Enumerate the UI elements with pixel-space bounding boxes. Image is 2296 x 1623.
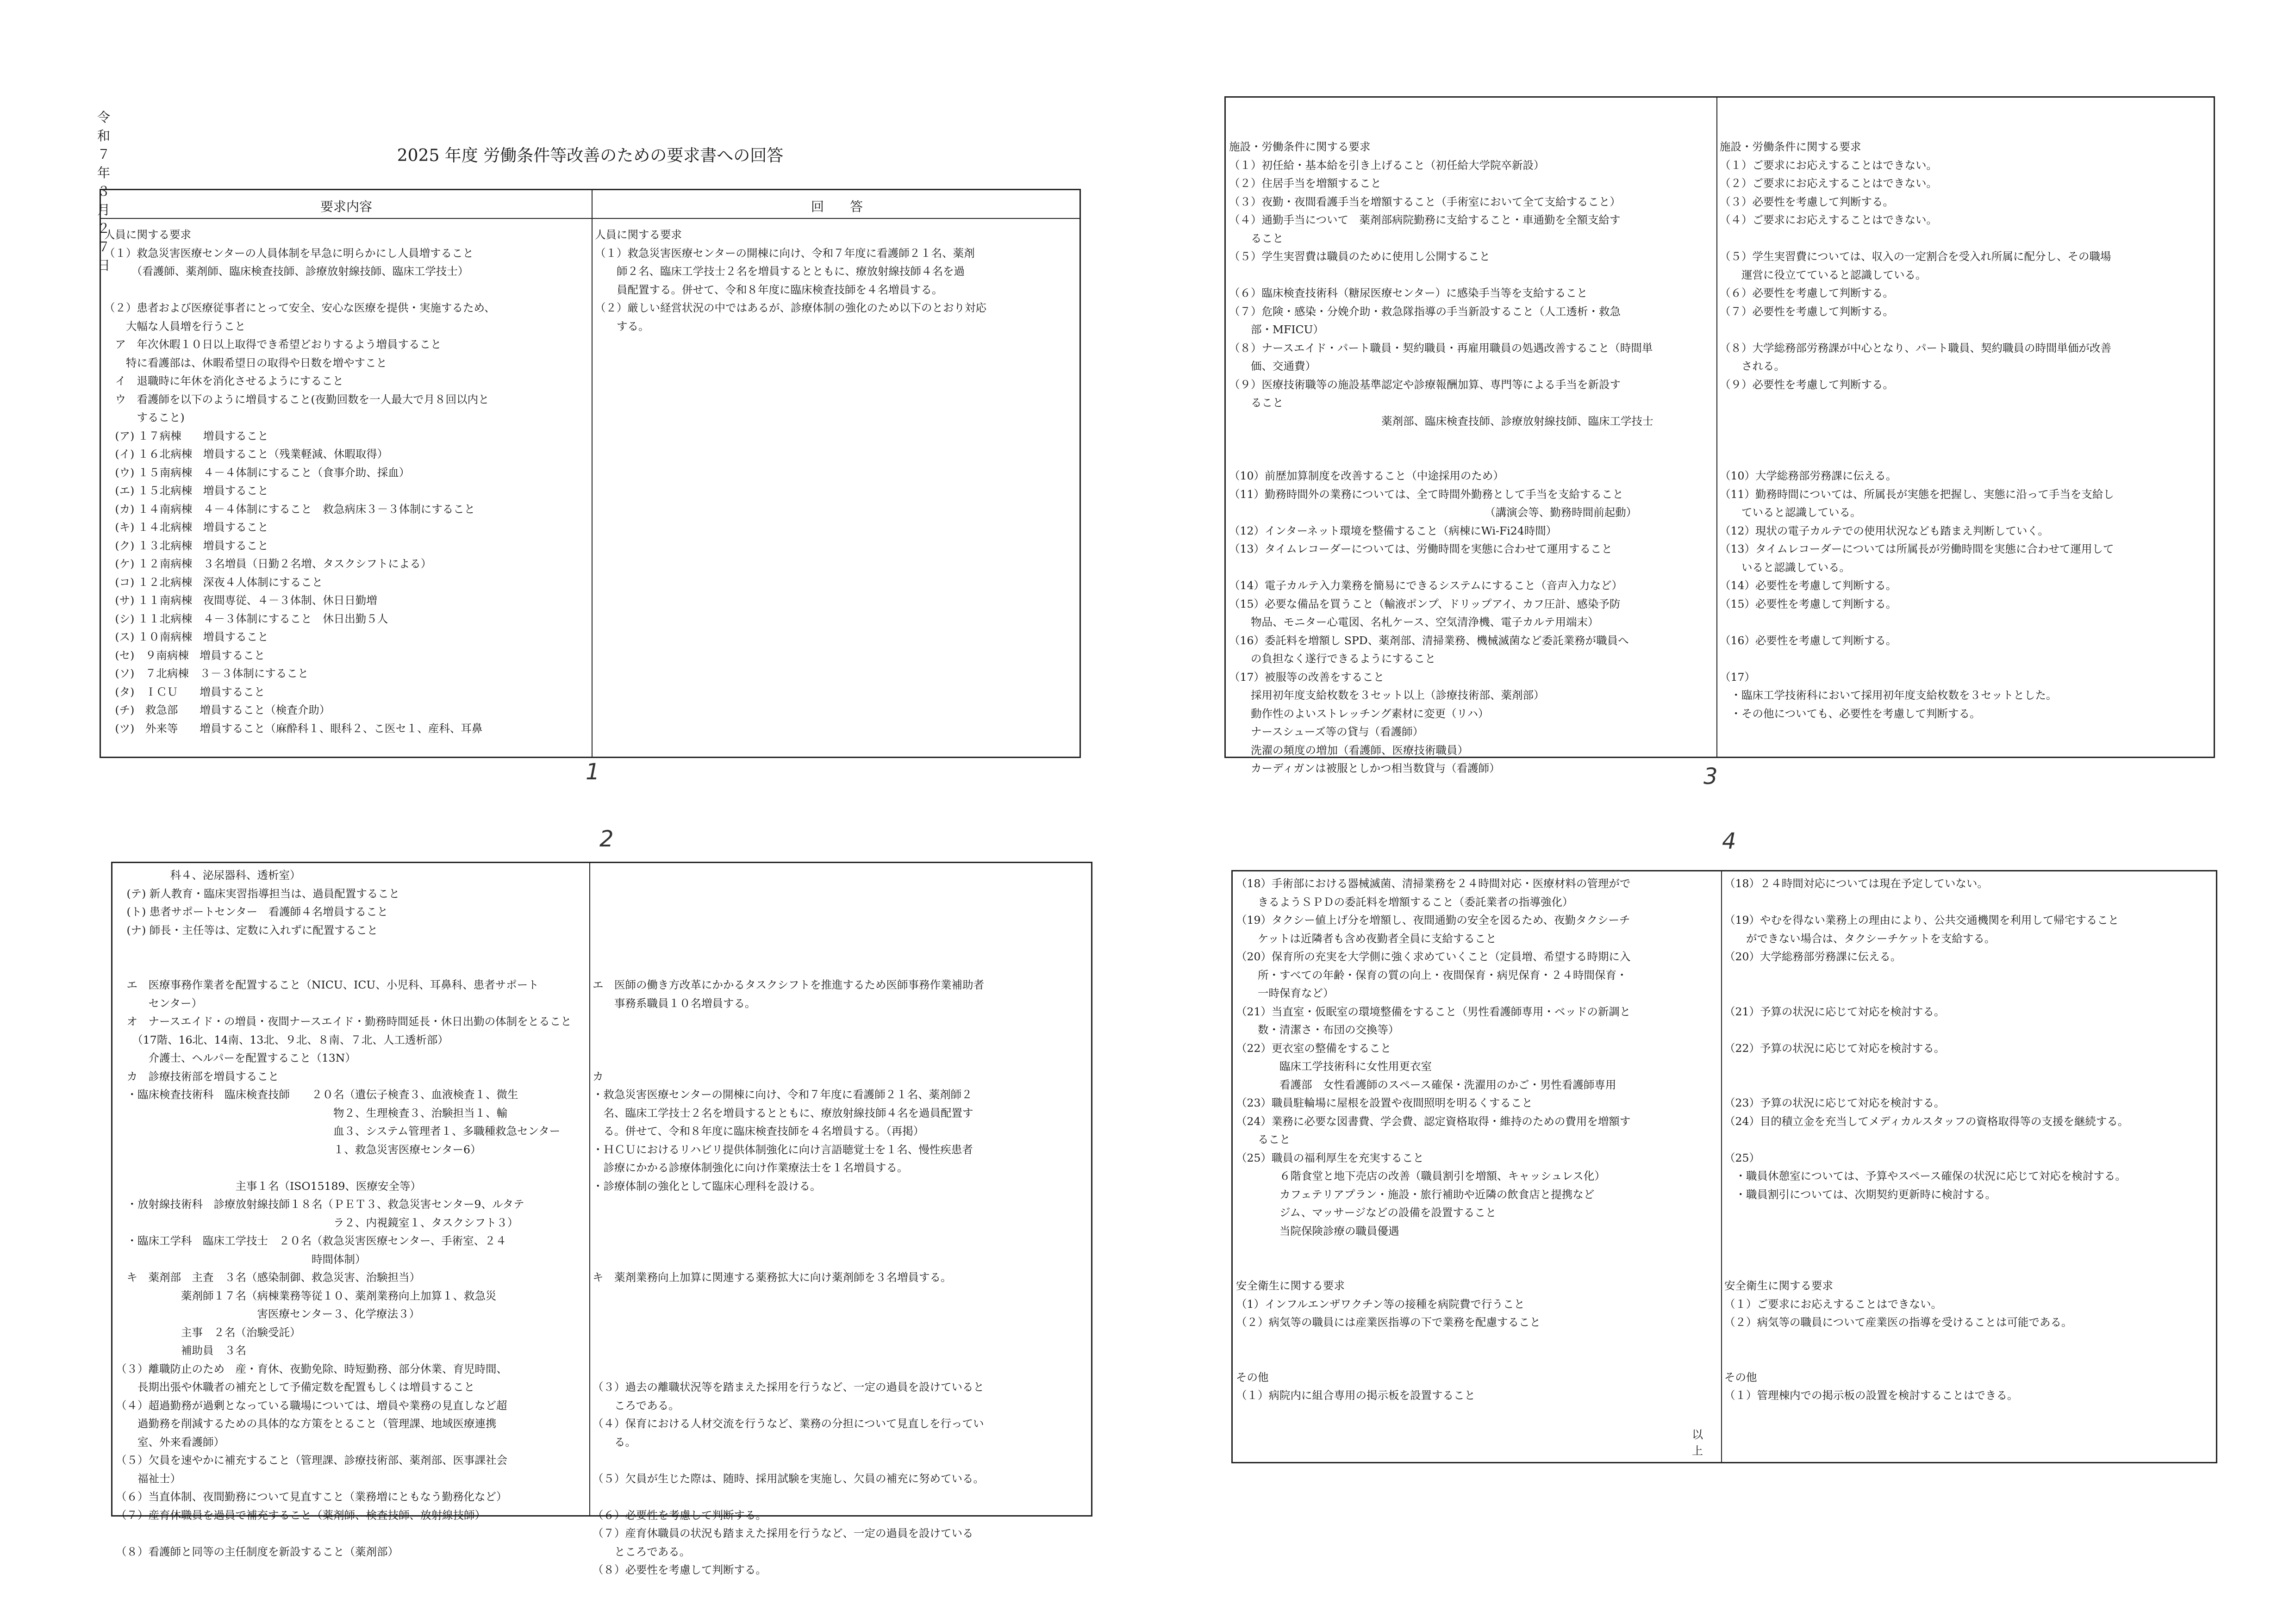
request-line: （12）インターネット環境を整備すること（病棟にWi-Fi24時間） (1229, 524, 1557, 537)
page-number-2: 2 (599, 826, 614, 852)
request-line: 補助員 ３名 (116, 1344, 246, 1357)
request-line: 過勤務を削減するための具体的な方策をとること（管理課、地域医療連携 (116, 1417, 497, 1430)
answer-line (593, 903, 984, 921)
request-line: (シ) １１北病棟 ４－３体制にすること 休日出勤５人 (104, 612, 388, 625)
answer-line: （２）ご要求にお応えすることはできない。 (1720, 177, 1937, 190)
request-line (1229, 449, 1653, 467)
answer-line: （３）必要性を考慮して判断する。 (1720, 195, 1894, 208)
answer-line: 施設・労働条件に関する要求 (1720, 140, 1861, 153)
column-divider (592, 190, 593, 757)
answer-line (1724, 1204, 2128, 1222)
answer-line (593, 921, 984, 940)
answer-line: （３）過去の離職状況等を踏まえた採用を行うなど、一定の過員を設けていると (593, 1380, 984, 1393)
request-line: (ス) １０南病棟 増員すること (104, 630, 268, 643)
answer-line: （２）厳しい経営状況の中ではあるが、診療体制の強化のため以下のとおり対応 (595, 301, 986, 314)
request-line: （講演会等、勤務時間前起動） (1229, 506, 1637, 519)
request-line: （16）委託料を増額し SPD、薬剤部、清掃業務、機械滅菌など委託業務が職員へ (1229, 634, 1629, 647)
request-line: （20）保育所の充実を大学側に強く求めていくこと（定員増、希望する時期に入 (1236, 950, 1631, 963)
request-line: （17）被服等の改善をすること (1229, 670, 1385, 684)
request-line: イ 退職時に年休を消化させるようにすること (104, 374, 343, 387)
request-line: (イ) １６北病棟 増員すること（残業軽減、休暇取得） (104, 448, 388, 460)
request-line: 大幅な人員増を行うこと (104, 319, 246, 333)
request-line: (ソ) ７北病棟 ３－３体制にすること (104, 667, 309, 680)
request-line: 主事１名（ISO15189、医療安全等） (116, 1179, 421, 1193)
request-line (1236, 1350, 1630, 1368)
request-line: （５）学生実習費は職員のために使用し公開すること (1229, 250, 1490, 263)
answer-line (1724, 984, 2128, 1003)
answer-line: （１）ご要求にお応えすることはできない。 (1724, 1297, 1942, 1311)
request-line: （1）インフルエンザワクチン等の接種を病院費で行うこと (1236, 1297, 1525, 1311)
column-divider (1721, 871, 1722, 1462)
answer-line: （13）タイムレコーダーについては所属長が労働時間を実態に合わせて運用して (1720, 542, 2114, 555)
request-line: ア 年次休暇１０日以上取得でき希望どおりするよう増員すること (104, 338, 442, 351)
request-line: カフェテリアプラン・施設・旅行補助や近隣の飲食店と提携など (1236, 1188, 1595, 1201)
request-line: (カ) １４南病棟 ４－４体制にすること 救急病床３－３体制にすること (104, 502, 475, 516)
answer-line: （20）大学総務部労務課に伝える。 (1724, 950, 1902, 963)
answer-line: （８）必要性を考慮して判断する。 (593, 1563, 767, 1576)
answer-line: ・その他についても、必要性を考慮して判断する。 (1720, 707, 1981, 720)
answer-line: （２）病気等の職員について産業医の指導を受けることは可能である。 (1724, 1316, 2072, 1329)
request-line (1229, 559, 1653, 577)
request-line: （13）タイムレコーダーについては、労働時間を実態に合わせて運用すること (1229, 542, 1612, 555)
answer-line (1720, 321, 2114, 339)
request-line: ること (1229, 396, 1284, 409)
request-line: 薬剤部、臨床検査技師、診療放射線技師、臨床工学技士 (1229, 414, 1653, 428)
request-column-page-2 (116, 866, 572, 1561)
request-line: (ケ) １２南病棟 ３名増員（日勤２名増、タスクシフトによる） (104, 557, 432, 570)
request-line: ラ２、内視鏡室１、タスクシフト３） (116, 1216, 518, 1229)
answer-line (593, 1451, 984, 1470)
request-line: 害医療センター３、化学療法３） (116, 1307, 420, 1320)
request-line: ウ 看護師を以下のように増員すること(夜勤回数を一人最大で月８回以内と (104, 392, 489, 406)
answer-line (1720, 230, 2114, 248)
answer-line (593, 1342, 984, 1360)
answer-line (593, 885, 984, 903)
answer-line: 名、臨床工学技士２名を増員するとともに、療放射線技師４名を過員配置す (593, 1106, 973, 1119)
request-line: ジム、マッサージなどの設備を設置すること (1236, 1206, 1497, 1219)
answer-line: （７）必要性を考慮して判断する。 (1720, 305, 1894, 318)
request-line: 安全衛生に関する要求 (1236, 1279, 1345, 1292)
answer-column-page-3 (1720, 138, 2114, 723)
request-line: （４）通勤手当について 薬剤部病院勤務に支給すること・車通勤を全額支給す (1229, 213, 1621, 226)
answer-line (1724, 966, 2128, 985)
request-line: 室、外来看護師） (116, 1435, 225, 1449)
request-line: 薬剤師１７名（病棟業務等従１０、薬剤業務向上加算１、救急災 (116, 1289, 497, 1302)
request-line: （23）職員駐輪場に屋根を設置や夜間照明を明るくすること (1236, 1096, 1533, 1109)
request-line: (キ) １４北病棟 増員すること (104, 521, 268, 534)
request-line: ・臨床検査技術科 臨床検査技師 ２０名（遺伝子検査３、血液検査１、微生 (116, 1088, 518, 1101)
answer-line (593, 1013, 984, 1031)
request-line: 動作性のよいストレッチング素材に変更（リハ） (1229, 707, 1489, 720)
request-line: （22）更衣室の整備をすること (1236, 1041, 1391, 1055)
request-line: ・臨床工学科 臨床工学技士 ２０名（救急災害医療センター、手術室、２４ (116, 1234, 507, 1247)
request-line: の負担なく遂行できるようにすること (1229, 652, 1436, 665)
answer-line: （５）学生実習費については、収入の一定割合を受入れ所属に配分し、その職場 (1720, 250, 2111, 263)
request-line: （15）必要な備品を買うこと（輸液ポンプ、ドリップアイ、カフ圧計、感染予防 (1229, 597, 1621, 610)
answer-line: ・ＨＣＵにおけるリハビリ提供体制強化に向け言語聴覚士を１名、慢性疾患者 (593, 1143, 973, 1156)
answer-line (593, 958, 984, 976)
answer-line: （４）保育における人材交流を行うなど、業務の分担について見直しを行ってい (593, 1417, 984, 1430)
request-line: １、救急災害医療センター6） (116, 1143, 481, 1156)
answer-line: （12）現状の電子カルテでの使用状況なども踏まえ判断していく。 (1720, 524, 2049, 537)
request-line: 施設・労働条件に関する要求 (1229, 140, 1371, 153)
answer-line: （６）必要性を考慮して判断する。 (1720, 286, 1894, 299)
request-line: (ウ) １５南病棟 ４－４体制にすること（食事介助、採血） (104, 466, 410, 479)
request-line: 特に看護部は、休暇希望日の取得や日数を増やすこと (104, 356, 387, 369)
request-line: （１）初任給・基本給を引き上げること（初任給大学院卒新設） (1229, 158, 1545, 172)
request-line: 一時保育など） (1236, 987, 1334, 1000)
request-line: (ナ) 師長・主任等は、定数に入れずに配置すること (116, 923, 378, 937)
answer-line: ができない場合は、タクシーチケットを支給する。 (1724, 932, 1996, 945)
request-line: （21）当直室・仮眠室の環境整備をすること（男性看護師専用・ベッドの新調と (1236, 1005, 1631, 1018)
request-line: （17階、16北、14南、13北、９北、８南、７北、人工透析部） (116, 1033, 449, 1046)
request-line: （２）病気等の職員には産業医指導の下で業務を配慮すること (1236, 1316, 1541, 1329)
column-divider (1716, 98, 1717, 757)
answer-line: （５）欠員が生じた際は、随時、採用試験を実施し、欠員の補充に努めている。 (593, 1472, 984, 1485)
answer-line: る。 (593, 1435, 636, 1449)
request-line: （看護師、薬剤師、臨床検査技師、診療放射線技師、臨床工学技士） (104, 265, 469, 278)
request-line: 介護士、ヘルパーを配置すること（13N） (116, 1051, 356, 1064)
request-line: (セ) ９南病棟 増員すること (104, 648, 265, 662)
request-line: 長期出張や休職者の補充として予備定数を配置もしくは増員すること (116, 1380, 475, 1393)
document-date: 令和７年３月２７日 (97, 110, 111, 273)
request-line: 時間体制） (116, 1252, 366, 1266)
request-line: 人員に関する要求 (104, 228, 191, 241)
answer-line (1720, 412, 2114, 431)
answer-line: （19）やむを得ない業務上の理由により、公共交通機関を利用して帰宅すること (1724, 914, 2119, 927)
request-line: （４）超過勤務が過剰となっている職場については、増員や業務の見直しなど超 (116, 1399, 507, 1412)
answer-line: （７）産育休職員の状況も踏まえた採用を行うなど、一定の過員を設けている (593, 1527, 973, 1540)
answer-line (1720, 449, 2114, 467)
answer-line (593, 1360, 984, 1379)
answer-line: その他 (1724, 1370, 1757, 1384)
answer-line: ・職員割引については、次期契約更新時に検討する。 (1724, 1188, 1997, 1201)
answer-line (1724, 1259, 2128, 1277)
answer-line: する。 (595, 319, 649, 333)
request-line: （10）前歴加算制度を改善すること（中途採用のため） (1229, 469, 1504, 482)
request-line: 物２、生理検査３、治験担当１、輸 (116, 1106, 507, 1119)
request-column-page-3 (1229, 138, 1653, 778)
page-number-3: 3 (1703, 764, 1718, 790)
answer-line (1724, 893, 2128, 912)
answer-line: （10）大学総務部労務課に伝える。 (1720, 469, 1897, 482)
answer-line: 運営に役立てていると認識している。 (1720, 268, 1927, 281)
request-line (1236, 1259, 1630, 1277)
answer-line: （９）必要性を考慮して判断する。 (1720, 378, 1894, 391)
answer-line (593, 1031, 984, 1050)
request-line: （24）業務に必要な図書費、学会費、認定資格取得・維持のための費用を増額す (1236, 1114, 1631, 1128)
request-line (104, 281, 495, 299)
request-line: （８）看護師と同等の主任制度を新設すること（薬剤部） (116, 1545, 399, 1558)
request-line: ること (1229, 231, 1284, 245)
answer-line (593, 1214, 984, 1232)
answer-line: （24）目的積立金を充当してメディカルスタッフの資格取得等の支援を継続する。 (1724, 1114, 2129, 1128)
request-column-page-4 (1236, 875, 1630, 1405)
request-line: （６）臨床検査技術科（糖尿医療センター）に感染手当等を支給すること (1229, 286, 1588, 299)
header-answer: 回 答 (811, 199, 863, 214)
request-line: ナースシューズ等の貸与（看護師） (1229, 725, 1424, 738)
request-line (116, 939, 572, 958)
answer-line: 人員に関する要求 (595, 228, 682, 241)
request-line: 血３、システム管理者１、多職種救急センター (116, 1125, 561, 1138)
answer-line (593, 866, 984, 885)
answer-line (593, 1488, 984, 1506)
answer-line: （22）予算の状況に応じて対応を検討する。 (1724, 1041, 1945, 1055)
answer-line: キ 薬剤業務向上加算に関連する薬務拡大に向け薬剤師を３名増員する。 (593, 1271, 952, 1284)
answer-line (1724, 1021, 2128, 1039)
request-line: キ 薬剤部 主査 ３名（感染制御、救急災害、治験担当） (116, 1271, 420, 1284)
request-line: すること) (104, 411, 185, 424)
request-line (116, 1524, 572, 1543)
answer-line: （16）必要性を考慮して判断する。 (1720, 634, 1897, 647)
request-line: 価、交通費） (1229, 360, 1316, 373)
request-line: （９）医療技術職等の施設基準認定や診療報酬加算、専門等による手当を新設す (1229, 378, 1621, 391)
answer-line: ていると認識している。 (1720, 506, 1861, 519)
answer-line: 診療にかかる診療体制強化に向け作業療法士を１名増員する。 (593, 1161, 908, 1174)
request-line (1229, 266, 1653, 285)
request-line: （２）患者および医療従事者にとって安全、安心な医療を提供・実施するため、 (104, 301, 495, 314)
request-line (116, 1159, 572, 1177)
request-line: 数・清潔さ・布団の交換等） (1236, 1023, 1399, 1036)
request-line: ・放射線技術科 診療放射線技師１８名（ＰＥＴ３、救急災害センター9、ルタテ (116, 1198, 524, 1211)
request-line: 洗濯の頻度の増加（看護師、医療技術職員） (1229, 743, 1468, 757)
request-line: カーディガンは被服としかつ相当数貸与（看護師） (1229, 762, 1500, 775)
answer-line: ころである。 (593, 1399, 680, 1412)
request-line: ること (1236, 1133, 1291, 1146)
answer-line (1724, 1240, 2128, 1259)
answer-line: （１）救急災害医療センターの開棟に向け、令和７年度に看護師２１名、薬剤 (595, 246, 975, 260)
answer-line: る。併せて、令和８年度に臨床検査技師を４名増員する。（再掲） (593, 1125, 924, 1138)
answer-line (1724, 1076, 2128, 1094)
answer-line (593, 939, 984, 958)
answer-line (593, 1324, 984, 1342)
request-line: (コ) １２北病棟 深夜４人体制にすること (104, 575, 323, 589)
request-line: （19）タクシー値上げ分を増額し、夜間通勤の安全を図るため、夜勤タクシーチ (1236, 914, 1630, 927)
end-mark: 以上 (1692, 1428, 1703, 1457)
answer-line: 師２名、臨床工学技士２名を増員するとともに、療放射線技師４名を過 (595, 265, 965, 278)
request-line: 主事 ２名（治験受託） (116, 1325, 301, 1339)
request-line: エ 医療事務作業者を配置すること（NICU、ICU、小児科、耳鼻科、患者サポート (116, 978, 539, 991)
answer-line (593, 1287, 984, 1306)
document-title: 2025 年度 労働条件等改善のための要求書への回答 (397, 146, 784, 165)
answer-line: （21）予算の状況に応じて対応を検討する。 (1724, 1005, 1945, 1018)
request-line: （18）手術部における器械滅菌、清掃業務を２４時間対応・医療材料の管理がで (1236, 877, 1631, 890)
request-line: 福祉士） (116, 1472, 181, 1485)
request-line: （８）ナースエイド・パート職員・契約職員・再雇用職員の処遇改善すること（時間単 (1229, 341, 1653, 354)
request-line: (タ) ＩＣＵ 増員すること (104, 685, 265, 698)
request-line: (チ) 救急部 増員すること（検査介助） (104, 703, 331, 716)
request-line: （１）救急災害医療センターの人員体制を早急に明らかにし人員増すること (104, 246, 474, 260)
request-line: (ク) １３北病棟 増員すること (104, 539, 268, 552)
request-line (1236, 1240, 1630, 1259)
answer-line (1720, 394, 2114, 412)
header-request: 要求内容 (320, 199, 372, 214)
answer-line: （25） (1724, 1151, 1760, 1164)
request-line: 当院保険診療の職員優遇 (1236, 1224, 1399, 1237)
request-line: （１）病院内に組合専用の掲示板を設置すること (1236, 1389, 1475, 1402)
answer-line: いると認識している。 (1720, 560, 1850, 574)
request-line: 部・MFICU） (1229, 323, 1324, 336)
request-line (1236, 1332, 1630, 1350)
request-line (116, 958, 572, 976)
request-line: （３）離職防止のため 産・育休、夜勤免除、時短勤務、部分休業、育児時間、 (116, 1362, 507, 1375)
request-column-page-1 (104, 226, 495, 738)
request-line: (ツ) 外来等 増員すること（麻酔科１、眼科２、こ医セ１、産科、耳鼻 (104, 721, 483, 735)
answer-line: （６）必要性を考慮して判断する。 (593, 1508, 767, 1522)
request-line: 採用初年度支給枚数を３セット以上（診療技術部、薬剤部） (1229, 689, 1545, 702)
answer-line (1720, 613, 2114, 632)
answer-line: （４）ご要求にお応えすることはできない。 (1720, 213, 1937, 226)
request-line: ケットは近隣者も含め夜勤者全員に支給すること (1236, 932, 1497, 945)
answer-line: ところである。 (593, 1545, 691, 1558)
answer-line: される。 (1720, 360, 1785, 373)
request-line: （３）夜勤・夜間看護手当を増額すること（手術室において全て支給すること） (1229, 195, 1621, 208)
answer-column-page-1 (595, 226, 986, 336)
answer-line (1724, 1131, 2128, 1149)
request-line: ６階食堂と地下売店の改善（職員割引を増額、キャッシュレス化） (1236, 1169, 1605, 1182)
request-line: (サ) １１南病棟 夜間専従、４－３体制、休日日勤増 (104, 594, 377, 607)
answer-line: （１）ご要求にお応えすることはできない。 (1720, 158, 1937, 172)
request-line: カ 診療技術部を増員すること (116, 1070, 279, 1083)
request-line: （14）電子カルテ入力業務を簡易にできるシステムにすること（音声入力など） (1229, 579, 1623, 592)
request-line: （２）住居手当を増額すること (1229, 177, 1381, 190)
answer-column-page-4 (1724, 875, 2128, 1405)
answer-line: ・臨床工学技術科において採用初年度支給枚数を３セットとした。 (1720, 689, 2057, 702)
request-line (1229, 430, 1653, 449)
answer-line (593, 1232, 984, 1250)
answer-line: （11）勤務時間については、所属長が実態を把握し、実態に沿って手当を支給し (1720, 487, 2114, 501)
table-header (101, 190, 1079, 219)
answer-line (593, 1250, 984, 1269)
request-line: 看護部 女性看護師のスペース確保・洗濯用のかご・男性看護師専用 (1236, 1078, 1616, 1091)
request-line: （25）職員の福利厚生を充実すること (1236, 1151, 1424, 1164)
request-line: 科４、泌尿器科、透析室） (116, 869, 301, 882)
request-line: きるようＳＰＤの委託料を増額すること（委託業者の指導強化） (1236, 895, 1573, 908)
answer-line: （23）予算の状況に応じて対応を検討する。 (1724, 1096, 1945, 1109)
answer-column-page-2 (593, 866, 984, 1579)
request-line: (ト) 患者サポートセンター 看護師４名増員すること (116, 905, 388, 918)
request-line: （５）欠員を速やかに補充すること（管理課、診療技術部、薬剤部、医事課社会 (116, 1454, 507, 1467)
request-line: (テ) 新人教育・臨床実習指導担当は、過員配置すること (116, 887, 400, 900)
answer-line: ・職員休憩室については、予算やスペース確保の状況に応じて対応を検討する。 (1724, 1169, 2126, 1182)
answer-line: （17） (1720, 670, 1755, 684)
answer-line: 員配置する。併せて、令和８年度に臨床検査技師を４名増員する。 (595, 283, 943, 296)
answer-line: エ 医師の働き方改革にかかるタスクシフトを推進するため医師事務作業補助者 (593, 978, 984, 991)
answer-line: 事務系職員１０名増員する。 (593, 996, 756, 1010)
request-line: (ア) １７病棟 増員すること (104, 429, 268, 442)
request-line: 物品、モニター心電図、名札ケース、空気清浄機、電子カルテ用端末） (1229, 616, 1599, 628)
request-line: オ ナースエイド・の増員・夜間ナースエイド・勤務時間延長・休日出勤の体制をとること (116, 1015, 572, 1028)
answer-line: カ (593, 1070, 604, 1083)
answer-line (593, 1049, 984, 1068)
column-divider (589, 863, 590, 1515)
answer-line: ・救急災害医療センターの開棟に向け、令和７年度に看護師２１名、薬剤師２ (593, 1088, 973, 1101)
answer-line (1724, 1057, 2128, 1076)
answer-line: （14）必要性を考慮して判断する。 (1720, 579, 1897, 592)
answer-line (593, 1195, 984, 1214)
answer-line (1724, 1350, 2128, 1368)
answer-line (1720, 650, 2114, 668)
request-line: （11）勤務時間外の業務については、全て時間外勤務として手当を支給すること (1229, 487, 1623, 501)
request-line: その他 (1236, 1370, 1269, 1384)
answer-line: （１）管理棟内での掲示板の設置を検討することはできる。 (1724, 1389, 2018, 1402)
page-number-4: 4 (1722, 828, 1736, 854)
request-line: （６）当直体制、夜間勤務について見直すこと（業務増にともなう勤務化など） (116, 1490, 507, 1503)
answer-line: （18）２４時間対応については現在予定していない。 (1724, 877, 1988, 890)
request-line: （７）産育休職員を過員で補充すること（薬剤師、検査技師、放射線技師） (116, 1508, 486, 1522)
answer-line (593, 1305, 984, 1324)
answer-line (1724, 1332, 2128, 1350)
answer-line (1720, 430, 2114, 449)
request-line: (エ) １５北病棟 増員すること (104, 484, 268, 497)
answer-line: 安全衛生に関する要求 (1724, 1279, 1833, 1292)
answer-line: （15）必要性を考慮して判断する。 (1720, 597, 1897, 610)
request-line: 所・すべての年齢・保育の質の向上・夜間保育・病児保育・２４時間保育・ (1236, 968, 1628, 982)
answer-line: ・診療体制の強化として臨床心理科を設ける。 (593, 1179, 821, 1193)
request-line: （７）危険・感染・分娩介助・救急隊指導の手当新設すること（人工透析・救急 (1229, 305, 1621, 318)
page-number-1: 1 (586, 759, 600, 785)
request-line: 臨床工学技術科に女性用更衣室 (1236, 1060, 1432, 1073)
answer-line: （８）大学総務部労務課が中心となり、パート職員、契約職員の時間単価が改善 (1720, 341, 2111, 354)
request-line: センター） (116, 996, 203, 1010)
answer-line (1724, 1222, 2128, 1241)
